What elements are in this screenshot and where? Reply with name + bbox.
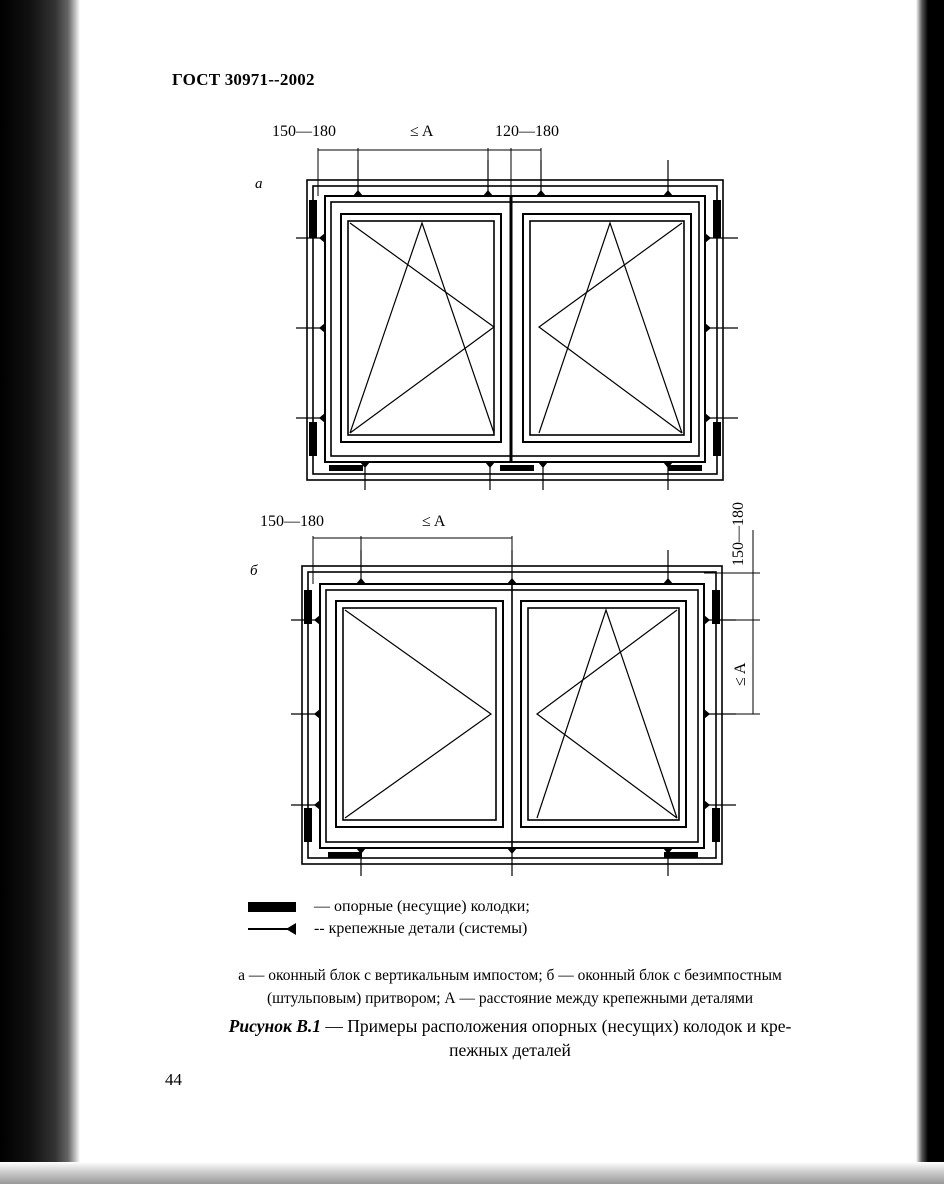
notes-line-1: а — оконный блок с вертикальным импостом; б — оконный блок с безимпостным <box>238 967 782 984</box>
figure-a-support-blocks <box>309 200 721 471</box>
fig-b-dim-right-side: ≤ A <box>732 662 749 686</box>
figure-a-fastener-marks <box>319 190 711 468</box>
figure-notes <box>160 964 860 1010</box>
fig-b-dim-middle: ≤ A <box>422 513 446 530</box>
figure-a-window <box>296 148 738 490</box>
figure-number: Рисунок В.1 <box>228 1016 322 1036</box>
fig-a-dim-middle: ≤ A <box>410 123 434 140</box>
fig-a-dim-left: 150—180 <box>272 123 336 140</box>
fig-a-letter: а <box>255 176 263 192</box>
fig-b-letter: б <box>250 563 258 579</box>
legend-fasteners <box>248 920 527 938</box>
legend-fastener-label: -- крепежные детали (системы) <box>314 920 528 937</box>
page-number: 44 <box>165 1070 182 1089</box>
fig-b-dim-right-top: 150—180 <box>730 502 747 566</box>
caption-text-1: — Примеры расположения опорных (несущих) колодок и кре- <box>321 1016 792 1036</box>
support-block-symbol <box>248 902 296 912</box>
caption-text-2: пежных деталей <box>449 1040 571 1060</box>
legend-support-blocks <box>248 898 530 916</box>
notes-line-2: (штульповым) притвором; А — расстояние между крепежными деталями <box>266 990 754 1007</box>
fastener-symbol <box>248 922 296 936</box>
fig-b-dim-left: 150—180 <box>260 513 324 530</box>
document-header: ГОСТ 30971--2002 <box>172 70 315 89</box>
fig-a-dim-right: 120—180 <box>495 123 559 140</box>
legend-support-label: — опорные (несущие) колодки; <box>314 898 530 915</box>
figure-caption <box>160 1014 860 1062</box>
